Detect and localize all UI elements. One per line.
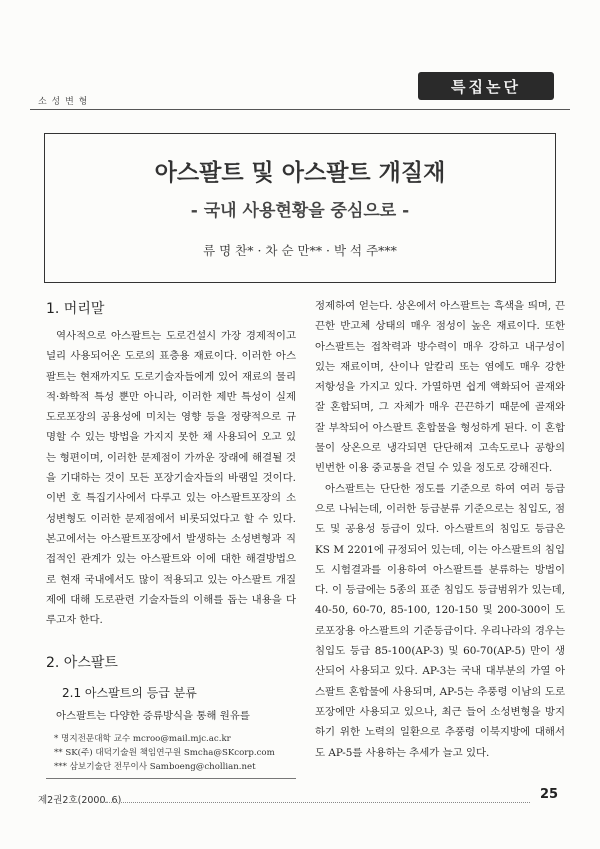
article-subtitle: - 국내 사용현황을 중심으로 -	[190, 201, 410, 221]
right-paragraph-2: 아스팔트는 단단한 정도를 기준으로 하여 여러 등급으로 나눠는데, 이러한 등급분류 기준으로는 침입도, 점도 및 공용성 등급이 있다. 아스팔트의 침입도 등급은 KS M 2201에 규정되어 있는데, 이는 아스팔트의 침입도 시험결과를 이용하여 아스팔트를 분류하는 방법이다. 이 등급에는 5종의 표준 침입도 등급범위가 있는데, 40-50, 60-70, 85-100, 120-150 및 200-300이 도로포장용 아스팔트의 기준등급이다. 우리나라의 경우는 침입도 등급 85-100(AP-3) 및 60-70(AP-5) 만이 생산되어 사용되고 있다. AP-3는 국내 대부분의 가열 아스팔트 혼합물에 사용되며, AP-5는 추풍령 이남의 도로포장에만 사용되고 있으나, 최근 들어 소성변형을 방지하기 위한 노력의 일환으로 추풍령 이북지방에 대해서도 AP-5를 사용하는 추세가 늘고 있다.	[315, 482, 565, 759]
section21-heading: 2.1 아스팔트의 등급 분류	[62, 686, 197, 700]
issue-label: 제2권2호(2000. 6)	[38, 795, 122, 806]
section1-paragraph: 역사적으로 아스팔트는 도로건설시 가장 경제적이고 널리 사용되어온 도로의 표층용 재료이다. 이러한 아스팔트는 현재까지도 도로기술자들에게 있어 재료의 물리적·화학적 특성 뿐만 아니라, 이러한 제반 특성이 실제 도로포장의 공용성에 미치는 영향 등을 정량적으로 규명할 수 있는 방법을 가지지 못한 채 사용되어 오고 있는 형편이며, 이러한 문제점이 가까운 장래에 해결될 것을 기대하는 것이 모든 포장기술자들의 바램일 것이다. 이번 호 특집기사에서 다루고 있는 아스팔트포장의 소성변형도 이러한 문제점에서 비롯되었다고 할 수 있다. 본고에서는 아스팔트포장에서 발생하는 소성변형과 직접적인 관계가 있는 아스팔트와 이에 대한 해결방법으로 현재 국내에서도 많이 적용되고 있는 아스팔트 개질제에 대해 도로관련 기술자들의 이해를 돕는 내용을 다루고자 한다.	[46, 330, 296, 627]
section2-heading: 2. 아스팔트	[46, 655, 118, 671]
footer-rule	[100, 802, 530, 803]
right-paragraph-1: 정제하여 얻는다. 상온에서 아스팔트는 흑색을 띄며, 끈끈한 반고체 상태의 매우 점성이 높은 재료이다. 또한 아스팔트는 접착력과 방수력이 매우 강하고 내구성이 있는 재료이며, 산이나 알칼리 또는 염에도 매우 강한 저항성을 가지고 있다. 가열하면 쉽게 액화되어 골재와 잘 혼합되며, 그 자체가 매우 끈끈하기 때문에 골재와 잘 부착되어 아스팔트 혼합물을 형성하게 된다. 이 혼합물이 상온으로 냉각되면 단단해져 고속도로나 공항의 빈번한 이용 중교통을 견딜 수 있을 정도로 강해진다.	[315, 300, 565, 475]
section1-body	[46, 326, 296, 630]
section1-heading: 1. 머리말	[46, 301, 105, 317]
article-authors: 류 명 찬* · 차 순 만** · 박 석 주***	[203, 243, 397, 258]
feature-badge-label: 특집논단	[451, 77, 521, 96]
header-rule	[30, 109, 570, 110]
footnote-2: ** SK(주) 대덕기술원 책임연구원 Smcha@SKcorp.com	[54, 748, 275, 758]
footnote-1: * 명지전문대학 교수 mcroo@mail.mjc.ac.kr	[54, 734, 231, 744]
footnote-3: *** 삼보기술단 전무이사 Samboeng@chollian.net	[54, 762, 256, 772]
section21-paragraph: 아스팔트는 다양한 증류방식을 통해 원유를	[56, 710, 250, 722]
section21-body	[46, 706, 296, 726]
running-head: 소 성 변 형	[38, 97, 89, 107]
footnote-rule	[46, 778, 296, 779]
article-title: 아스팔트 및 아스팔트 개질재	[154, 160, 446, 186]
right-column	[315, 296, 565, 763]
feature-badge	[418, 72, 554, 100]
page-number: 25	[540, 787, 559, 802]
